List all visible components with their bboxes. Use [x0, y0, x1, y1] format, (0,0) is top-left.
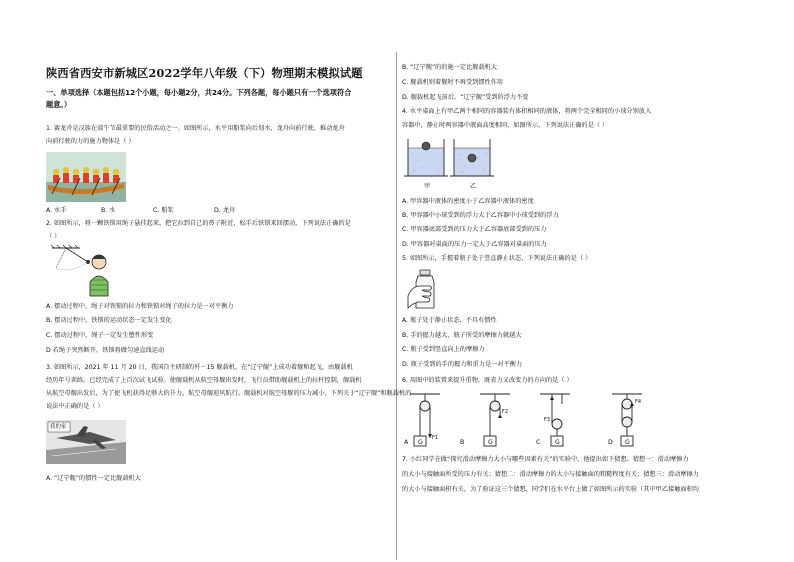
q3-option-b: B. “辽宁舰”的的施一定比舰载机大: [402, 64, 498, 71]
q1-option-a: A. 水手: [46, 207, 67, 214]
pulley-force-d: F4: [635, 399, 642, 405]
pulley-weight-a: G: [418, 439, 423, 446]
pulley-label-a: A: [404, 439, 409, 446]
q1-option-c: C. 船浆: [153, 207, 174, 214]
q5-option-c: C. 瓶子受到竖直向上的摩擦力: [402, 346, 485, 353]
q2-option-a: A. 摆动过程中，绳子对铁锁的拉力和铁锁对绳子的拉力是一对平衡力: [46, 303, 234, 310]
q7-text-line3: 的大小与接触面积有关，为了验证这三个猜想，同学们在水平台上做了如图所示的实验（其中甲乙接触面积均: [402, 486, 699, 493]
dragon-boat-photo: [46, 152, 126, 202]
q1-text-line2: 向前行驶的力的施力物体是（ ）: [46, 138, 135, 145]
q4-option-d: D. 甲容器对桌面的压力一定大于乙容器对桌面的压力: [402, 241, 547, 248]
q2-option-b: B. 摆动过程中，铁锁的运动状态一定发生变化: [46, 317, 172, 324]
q1-option-d: D. 龙舟: [214, 207, 236, 214]
pulley-weight-d: G: [625, 439, 630, 446]
q3-option-a: A. “辽宁舰”的惯性一定比舰载机大: [46, 475, 141, 482]
hand-bottle-figure: [406, 268, 442, 312]
pendulum-figure: [50, 244, 112, 298]
q2-option-d: D 若绳子突然断开，铁锁将做匀速直线运动: [46, 347, 165, 354]
q7-text-line2: 的大小与接触面所受的压力有关；猜想二：滑动摩擦力的大小与接触面的粗糙程度有关；猜想三：滑动摩擦力: [402, 471, 699, 478]
column-divider: [396, 52, 397, 560]
pulley-weight-c: G: [555, 439, 560, 446]
q5-text-line1: 5. 如图所示，手握着瓶子处于竖直静止状态，下列说法正确的是（ ）: [402, 255, 592, 262]
pulley-force-b: F2: [502, 409, 509, 415]
q3-option-d: D. 舰载机起飞前后，“辽宁舰”受到的浮力不变: [402, 94, 529, 101]
containers-figure: [404, 136, 504, 186]
q4-option-a: A. 甲容器中液体的密度小于乙容器中液体的密度: [402, 198, 534, 205]
q3-option-c: C. 舰载机则着舰时不再受到惯性作用: [402, 79, 504, 86]
pulley-force-c: F3: [544, 417, 551, 423]
q3-text-line2: 经历年号训练，已经完成了上百次试飞试验。使舰载机从航空母舰出发时，飞行员借助舰载机上的拉杆控制，舰载机: [46, 377, 362, 384]
q3-text-line4: 说法中正确的是（ ）: [46, 403, 104, 410]
section-heading-line2: 题意。）: [46, 100, 72, 109]
pulley-label-d: D: [608, 439, 613, 446]
q2-option-c: C. 摆动过程中，绳子一定发生塑性形变: [46, 332, 154, 339]
pulley-label-b: B: [460, 439, 465, 446]
q3-text-line3: 从航空母舰出发后，为了使飞机获得足够大的升力，航空母舰迎风航行。舰载机对航空母舰的压力减小，下列关于“辽宁舰”和舰载机的: [46, 390, 412, 397]
q1-option-b: B. 水: [101, 207, 116, 214]
container-label-a: 甲: [424, 183, 431, 190]
q4-option-b: B. 甲容器中小球受到的浮力大于乙容器中小球受到的浮力: [402, 212, 559, 219]
pulleys-figure: [404, 390, 654, 450]
section-heading-line1: 一、单项选择（本题包括12个小题，每小题2分，共24分。下列各题，每小题只有一个选项符合: [46, 88, 352, 97]
q7-text-line1: 7. 小红同学在做“探究滑动摩擦力大小与哪些因素有关”的实验中，他提出如下猜想。猜想一：滑动摩擦力: [402, 456, 689, 463]
q5-option-b: B. 手的握力越大，瓶子所受的摩擦力就越大: [402, 332, 522, 339]
q2-text-line2: （ ）: [46, 233, 61, 240]
q1-text-line1: 1. 赛龙舟是汉族在端午节最重要的民俗活动之一。如图所示，水平用船浆向后划水，龙舟向前行驶，推动龙舟: [46, 125, 345, 132]
q4-option-c: C. 甲容器底部受到的压力大于乙容器底部受到的压力: [402, 226, 547, 233]
pulley-weight-b: G: [488, 439, 493, 446]
q5-option-d: D. 瓶子受到的手的握力和重力是一对平衡力: [402, 361, 523, 368]
page-title: 陕西省西安市新城区2022学年八年级（下）物理期末模拟试题: [46, 66, 363, 80]
q2-text-line1: 2. 如图所示，将一颗铁锁用绳子悬挂起来，把它拉到自己的鼻子附近，松手后铁锁来回摆动，下列说法正确的是: [46, 220, 351, 227]
q3-text-line1: 3. 如图所示，2021 年 11 月 20 日，我国自主研制的歼－15 舰载机，在“辽宁舰”上成功着舰和起飞，由舰载机: [46, 364, 353, 371]
q4-text-line2: 容器中，静止时两容器中液面高度相同，如图所示，下列说法正确的是（ ）: [402, 122, 609, 129]
q4-text-line1: 4. 水平桌面上有甲乙两个相同的容器装有体积相同的液体，将两个完全相同的小球分别放入: [402, 108, 652, 115]
carrier-sign-label: 我的家: [50, 424, 67, 430]
q6-text-line1: 6. 用图中的装置来提升重物，既省力又改变力的方向的是（ ）: [402, 377, 573, 384]
container-label-b: 乙: [470, 183, 477, 190]
pulley-label-c: C: [536, 439, 541, 446]
q5-option-a: A. 瓶子处于静止状态，不具有惯性: [402, 317, 497, 324]
pulley-force-a: F1: [432, 435, 439, 441]
